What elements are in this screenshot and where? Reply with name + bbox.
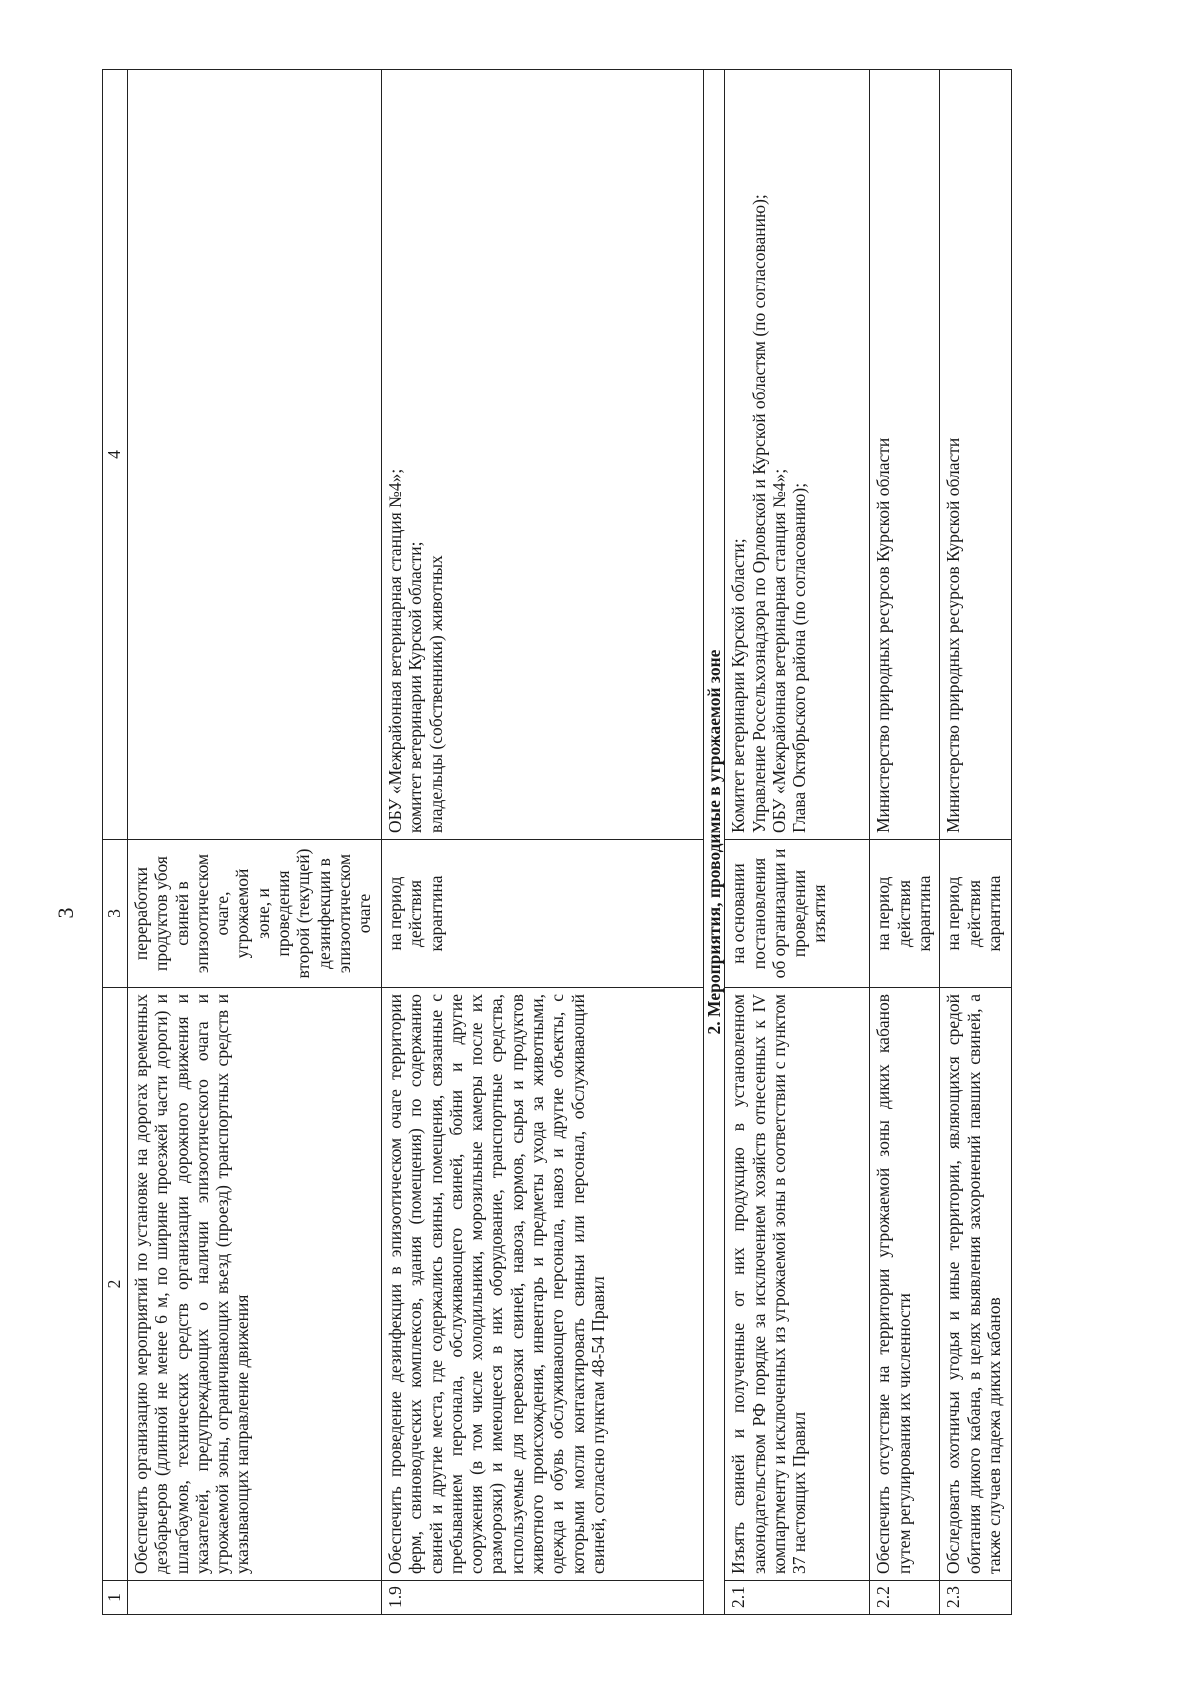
cell-line: Министерство природных ресурсов Курской области [943,437,964,833]
term-cell [128,840,382,988]
cell-line: на основании [728,863,749,964]
section-heading-row [704,70,725,1615]
rotated-page-content [102,70,1102,1615]
cell-line: на период действия [943,876,984,951]
measure-text: Обеспечить проведение дезинфекции в эпизоотическом очаге территории ферм, свиноводческих комплексов, здания (помещения) по содержанию свиней и другие места, где содержались свиньи, помещения, связанные с пребыванием персонала, обслуживающего свиней, бойни и другие сооружения (в том числе холодильники, морозильные камеры после их разморозки) и имеющееся в них оборудование, транспортные средства, используемые для перевозки свиней, навоза, кормов, сырья и продуктов животного происхождения, инвентарь и предметы ухода за животными, одежда и обувь обслуживающего персонала, навоз и другие объекты, с которыми могли контактировать свиньи или персонал, обслуживающий свиней, согласно пунктам 48-54 Правил [382,988,704,1581]
table-row [382,70,704,1615]
row-number: 2.3 [940,1581,1012,1615]
cell-line: второй (текущей) [293,848,314,979]
table-row [870,70,940,1615]
measure-text: Обследовать охотничьи угодья и иные территории, являющихся средой обитания дикого кабана, в целях выявления захоронений павших свиней, а также случаев падежа диких кабанов [940,988,1012,1581]
cell-line: комитет ветеринарии Курской области; [405,541,426,833]
header-cell: 3 [103,840,128,988]
header-cell: 4 [103,70,128,840]
cell-line: на период действия [873,876,914,951]
row-number: 1.9 [382,1581,704,1615]
cell-line: Министерство природных ресурсов Курской области [873,437,894,833]
measure-text: Обеспечить организацию мероприятий по установке на дорогах временных дезбарьеров (длинной не менее 6 м, по ширине проезжей части дороги) и шлагбаумов, технических средств организации дорожного движения и указателей, предупреждающих о наличии эпизоотического очага и угрожаемой зоны, ограничивающих въезд (проезд) транспортных средств и указывающих направление движения [128,988,382,1581]
cell-line: проведении изъятия [789,869,830,958]
section-title: 2. Мероприятия, проводимые в угрожаемой зоне [704,70,725,1615]
cell-line: дезинфекции в [313,858,334,969]
table-header-row [103,70,128,1615]
table-row [128,70,382,1615]
term-cell [940,840,1012,988]
row-number: 2.1 [725,1581,870,1615]
term-cell [725,840,870,988]
cell-line: переработки [131,866,151,961]
cell-line: об организации и [768,848,789,979]
cell-line: карантина [425,875,446,952]
measures-table [102,69,1012,1615]
header-cell: 2 [103,988,128,1581]
term-cell [870,840,940,988]
table-row [940,70,1012,1615]
cell-line: ОБУ «Межрайонная ветеринарная станция №4»; [768,468,789,833]
cell-line: карантина [983,875,1004,952]
responsible-cell [725,70,870,840]
cell-line: продуктов убоя [151,856,172,971]
cell-line: ОБУ «Межрайонная ветеринарная станция №4»; [385,468,405,833]
cell-line: Глава Октябрьского района (по согласованию); [789,482,810,833]
cell-line: свиней в [171,881,192,946]
row-number: 2.2 [870,1581,940,1615]
table-row [725,70,870,1615]
cell-line: Управление Россельхознадзора по Орловской и Курской областям (по согласованию); [748,194,769,833]
cell-line: эпизоотическом [191,853,212,974]
responsible-cell [382,70,704,840]
measure-text: Изъять свиней и полученные от них продукцию в установленном законодательством РФ порядке за исключением хозяйств отнесенных к IV компартменту и исключенных из угрожаемой зоны в соответствии с пунктом 37 настоящих Правил [725,988,870,1581]
cell-line: зоне, и проведения [252,870,294,957]
responsible-cell [870,70,940,840]
cell-line: карантина [913,875,934,952]
row-number [128,1581,382,1615]
page-number: 3 [53,907,78,919]
responsible-cell [128,70,382,840]
cell-line: владельцы (собственники) животных [425,555,446,833]
measure-text: Обеспечить отсутствие на территории угрожаемой зоны диких кабанов путем регулирования их численности [870,988,940,1581]
cell-line: очаге, угрожаемой [212,868,253,959]
cell-line: Комитет ветеринарии Курской области; [728,538,749,833]
header-cell: 1 [103,1581,128,1615]
cell-line: эпизоотическом очаге [333,853,375,974]
cell-line: постановления [748,857,769,970]
term-cell [382,840,704,988]
responsible-cell [940,70,1012,840]
cell-line: на период действия [385,876,426,951]
